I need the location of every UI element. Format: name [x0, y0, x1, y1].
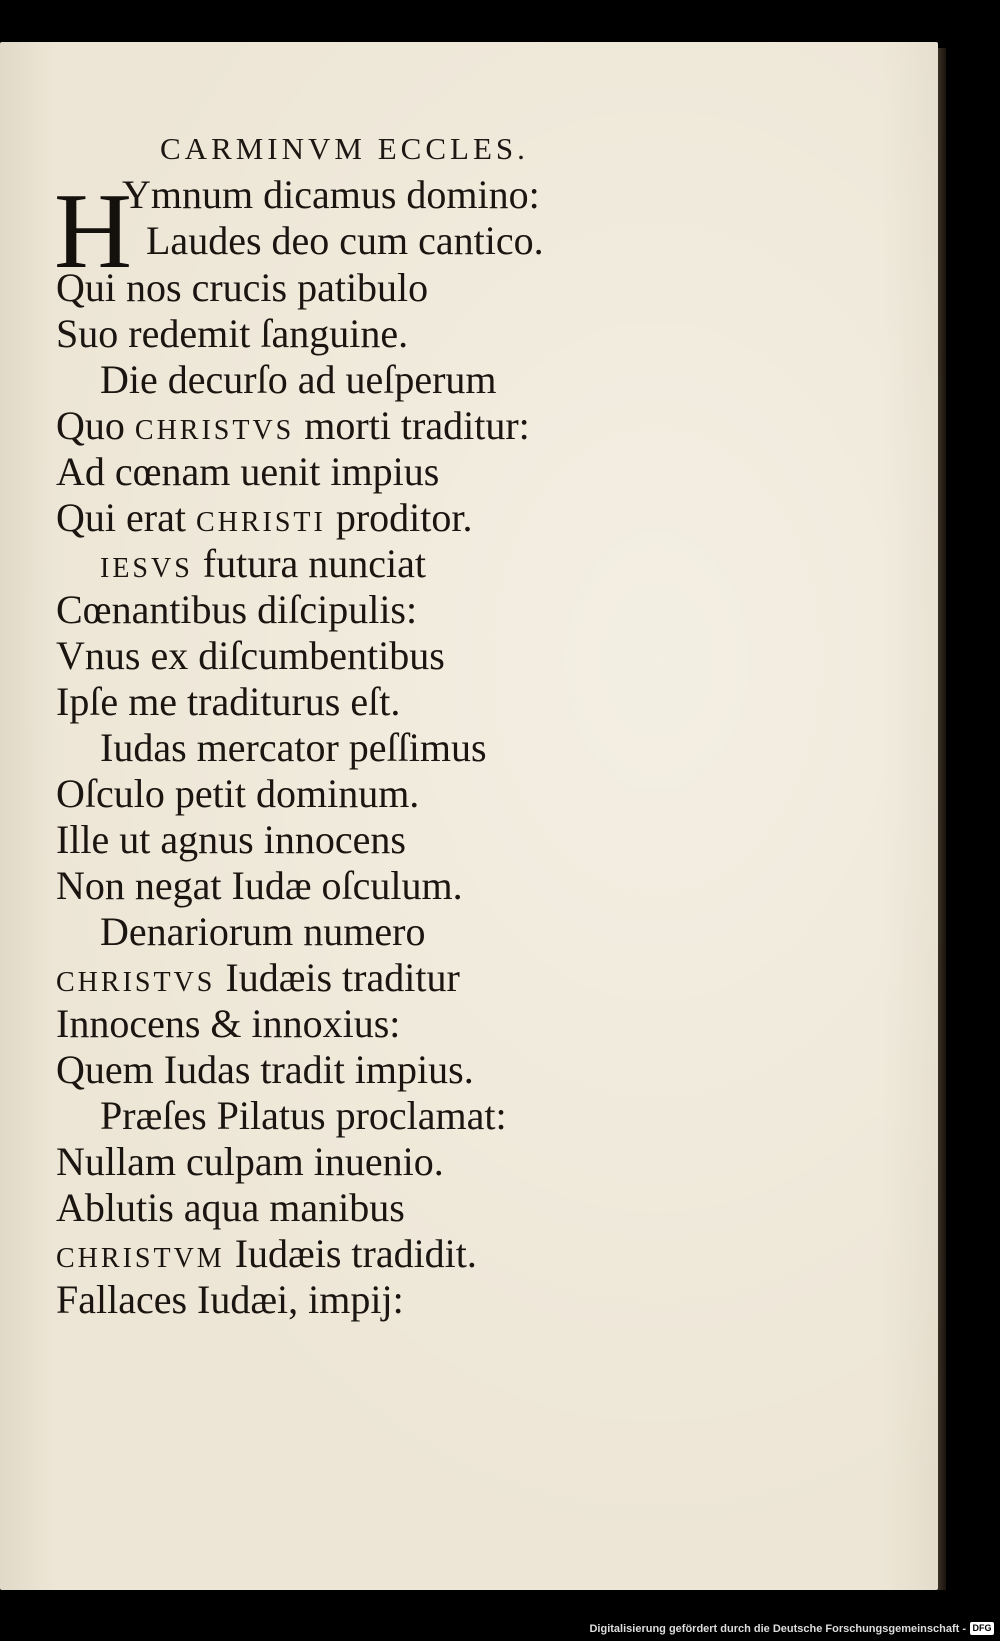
page-edge [938, 48, 946, 1590]
verse-line: Ymnum dicamus domino: [122, 172, 540, 217]
verse-line: Vnus ex diſcumbentibus [56, 633, 445, 678]
verse-line: Ablutis aqua manibus [56, 1185, 405, 1230]
verse-line: Suo redemit ſanguine. [56, 311, 409, 356]
dfg-logo: DFG [970, 1622, 994, 1635]
verse-line: CHRISTVM Iudæis tradidit. [56, 1231, 477, 1276]
verse-line: Qui nos crucis patibulo [56, 265, 429, 310]
digitization-credit: Digitalisierung gefördert durch die Deutsche Forschungsgemeinschaft - [589, 1623, 966, 1635]
verse-line: Nullam culpam inuenio. [56, 1139, 444, 1184]
verse-line: Laudes deo cum cantico. [146, 218, 544, 263]
verse-line: Ille ut agnus innocens [56, 817, 406, 862]
verse-line: Die decurſo ad ueſperum [100, 357, 497, 402]
verse-line: Oſculo petit dominum. [56, 771, 420, 816]
verse-line: Ipſe me traditurus eſt. [56, 679, 401, 724]
verse-line: Qui erat CHRISTI proditor. [56, 495, 473, 540]
verse-line: Innocens & innoxius: [56, 1001, 401, 1046]
drop-cap: H [54, 172, 132, 291]
verse-line: Ad cœnam uenit impius [56, 449, 440, 494]
verse-line: Denariorum numero [100, 909, 426, 954]
verse-line: Præſes Pilatus proclamat: [100, 1093, 507, 1138]
verse-line: Cœnantibus diſcipulis: [56, 587, 418, 632]
verse-line: Fallaces Iudæi, impij: [56, 1277, 404, 1322]
running-header: CARMINVM ECCLES. [160, 131, 529, 166]
verse-line: Non negat Iudæ oſculum. [56, 863, 463, 908]
verse-line: CHRISTVS Iudæis traditur [56, 955, 460, 1000]
verse-line: IESVS futura nunciat [100, 541, 427, 586]
verse-line: Quem Iudas tradit impius. [56, 1047, 474, 1092]
verse-line: Iudas mercator peſſimus [100, 725, 487, 770]
verse-line: Quo CHRISTVS morti traditur: [56, 403, 530, 448]
